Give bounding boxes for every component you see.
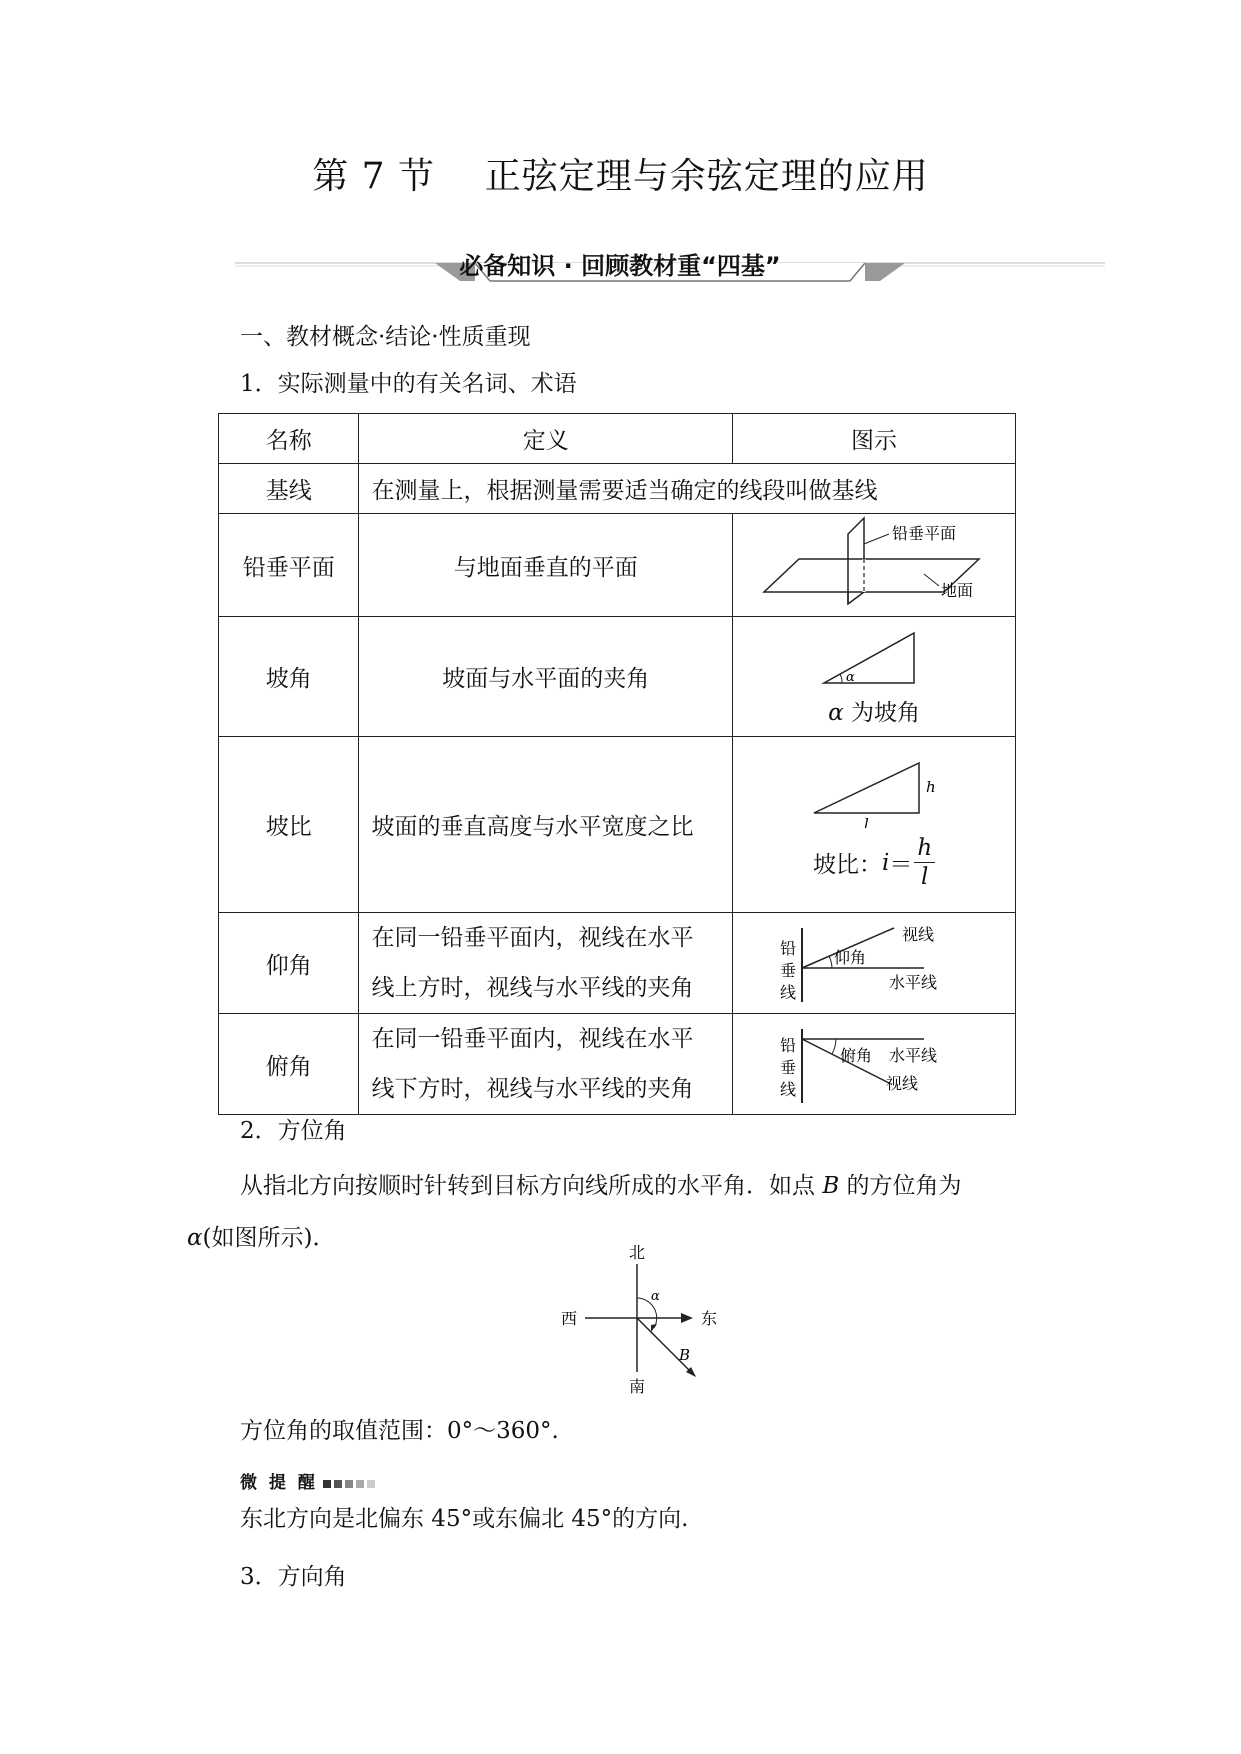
north-label: 北 xyxy=(629,1243,646,1262)
svg-text:仰角: 仰角 xyxy=(834,948,867,967)
svg-text:铅: 铅 xyxy=(780,1036,797,1055)
depression-angle-diagram xyxy=(774,1021,974,1107)
row-name: 坡角 xyxy=(219,617,359,737)
row-name: 俯角 xyxy=(219,1014,359,1115)
row-definition: 与地面垂直的平面 xyxy=(359,514,733,617)
svg-text:视线: 视线 xyxy=(902,925,935,944)
south-label: 南 xyxy=(629,1377,646,1396)
fig-label: α xyxy=(846,670,855,685)
fig-label: 地面 xyxy=(941,581,974,600)
svg-text:铅: 铅 xyxy=(780,939,797,958)
svg-text:水平线: 水平线 xyxy=(889,973,938,992)
east-label: 东 xyxy=(701,1309,718,1328)
table-row xyxy=(219,1014,1016,1115)
row-definition: 在测量上，根据测量需要适当确定的线段叫做基线 xyxy=(359,464,1016,514)
row-name: 坡比 xyxy=(219,737,359,913)
fig-label: h xyxy=(926,778,936,796)
row-figure xyxy=(733,617,1016,737)
azimuth-definition: 从指北方向按顺时针转到目标方向线所成的水平角．如点 B 的方位角为 xyxy=(240,1173,962,1199)
row-definition: 在同一铅垂平面内，视线在水平 线上方时，视线与水平线的夹角 xyxy=(359,913,733,1014)
header-definition: 定义 xyxy=(359,414,733,464)
row-figure xyxy=(733,514,1016,617)
item3-heading: 3．方向角 xyxy=(240,1564,347,1590)
fraction: h l xyxy=(914,834,935,891)
svg-text:垂: 垂 xyxy=(780,1058,797,1077)
table-row xyxy=(219,464,1016,514)
header-figure: 图示 xyxy=(733,414,1016,464)
elevation-angle-diagram xyxy=(774,920,974,1006)
svg-text:俯角: 俯角 xyxy=(840,1046,873,1065)
row-definition: 在同一铅垂平面内，视线在水平 线下方时，视线与水平线的夹角 xyxy=(359,1014,733,1115)
table-row xyxy=(219,737,1016,913)
row-name: 铅垂平面 xyxy=(219,514,359,617)
table-row xyxy=(219,913,1016,1014)
note-label: 微 提 醒 xyxy=(240,1473,318,1493)
page-title: 第 7 节 正弦定理与余弦定理的应用 xyxy=(312,156,929,197)
azimuth-definition-cont: α(如图所示)． xyxy=(187,1225,336,1251)
slope-ratio-caption: 坡比： i ＝ h l xyxy=(733,834,1015,891)
slope-ratio-diagram xyxy=(804,758,944,828)
azimuth-range: 方位角的取值范围：0°～360°. xyxy=(240,1418,559,1444)
row-name: 基线 xyxy=(219,464,359,514)
row-figure xyxy=(733,1014,1016,1115)
row-figure xyxy=(733,913,1016,1014)
row-figure xyxy=(733,737,1016,913)
vertical-plane-diagram xyxy=(744,514,1004,610)
table-header-row xyxy=(219,414,1016,464)
header-name: 名称 xyxy=(219,414,359,464)
point-b-label: B xyxy=(679,1346,691,1364)
note-header xyxy=(240,1468,378,1493)
alpha-label: α xyxy=(651,1289,660,1304)
svg-text:视线: 视线 xyxy=(886,1074,919,1093)
terms-table xyxy=(218,413,1016,1115)
slope-angle-diagram xyxy=(814,628,934,688)
section-banner-title: 必备知识 · 回顾教材重“四基” xyxy=(459,252,781,280)
slope-angle-caption: α 为坡角 xyxy=(828,700,920,726)
row-name: 仰角 xyxy=(219,913,359,1014)
west-label: 西 xyxy=(561,1309,578,1328)
table-row xyxy=(219,617,1016,737)
fig-label: 铅垂平面 xyxy=(892,524,957,543)
note-text: 东北方向是北偏东 45°或东偏北 45°的方向. xyxy=(240,1506,689,1532)
svg-text:线: 线 xyxy=(780,1080,797,1099)
row-definition: 坡面与水平面的夹角 xyxy=(359,617,733,737)
svg-text:垂: 垂 xyxy=(780,961,797,980)
svg-text:线: 线 xyxy=(780,983,797,1002)
row-definition: 坡面的垂直高度与水平宽度之比 xyxy=(359,737,733,913)
svg-text:水平线: 水平线 xyxy=(889,1046,938,1065)
table-row xyxy=(219,514,1016,617)
fig-label: l xyxy=(864,815,869,828)
section-heading: 一、教材概念·结论·性质重现 xyxy=(240,324,531,350)
item1-heading: 1．实际测量中的有关名词、术语 xyxy=(240,371,577,397)
note-decoration xyxy=(323,1473,378,1492)
azimuth-compass-diagram xyxy=(555,1240,735,1400)
item2-heading: 2．方位角 xyxy=(240,1118,347,1144)
